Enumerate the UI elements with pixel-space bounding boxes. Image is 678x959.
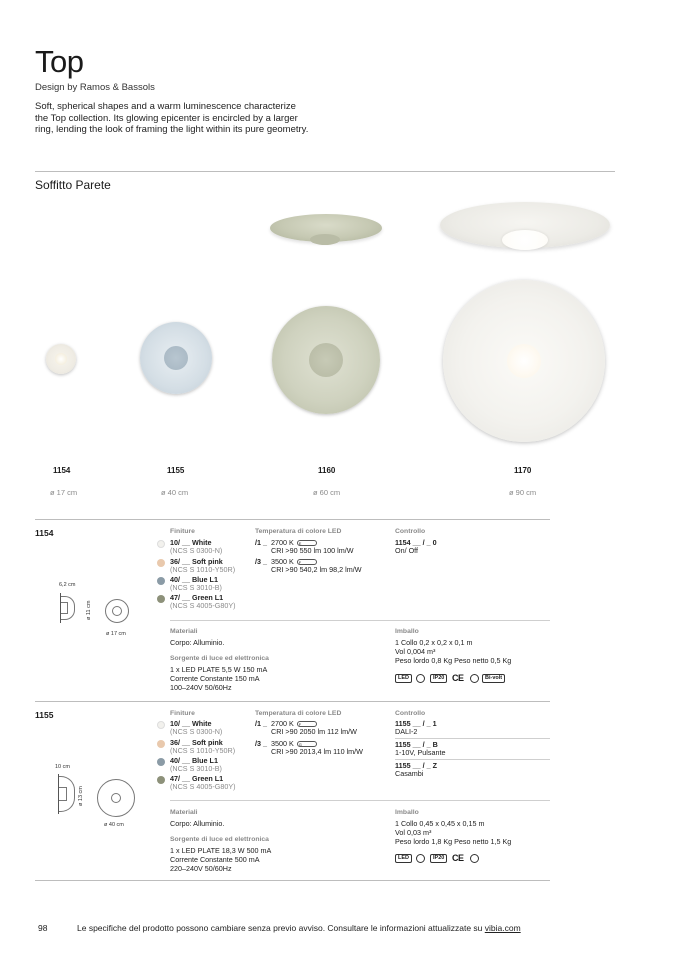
- spec-1154-code: 1154: [35, 528, 54, 538]
- control-code-2: 1155 __ / _ B: [395, 740, 438, 749]
- finish-green: 47/ __ Green L1: [170, 774, 224, 783]
- finish-green-ncs: (NCS S 4005-G80Y): [170, 782, 236, 791]
- finish-white-ncs: (NCS S 0300-N): [170, 546, 223, 555]
- spec-1155-code: 1155: [35, 710, 54, 720]
- finish-soft-pink-ncs: (NCS S 1010-Y50R): [170, 746, 236, 755]
- packaging-line-3: Peso lordo 0,8 Kg Peso netto 0,5 Kg: [395, 656, 512, 665]
- temp-k-2: 3500 K: [271, 739, 294, 748]
- page-title: Top: [35, 44, 84, 79]
- finish-white-ncs: (NCS S 0300-N): [170, 727, 223, 736]
- intro-text: Soft, spherical shapes and a warm luminescence characterize the Top collection. Its glowing epicenter is encircled by a larger ring, lending the look of framing the light within its pure geometry.: [35, 101, 309, 135]
- vibia-link[interactable]: vibia.com: [484, 923, 521, 933]
- source-line-3: 220–240V 50/60Hz: [170, 864, 232, 873]
- spec-1155-bottom-divider: [35, 880, 550, 881]
- swatch-white: [157, 540, 165, 548]
- temperature-heading: Temperatura di colore LED: [255, 710, 342, 717]
- ce-mark: CE: [452, 853, 464, 863]
- dim-diameter-1154: ø 17 cm: [106, 631, 126, 637]
- side-profile-drawing: [60, 593, 82, 623]
- spec-1155-divider: [35, 701, 550, 702]
- packaging-heading: Imballo: [395, 628, 419, 635]
- energy-class-badge: F: [297, 559, 317, 565]
- led-badge: LED: [395, 854, 412, 863]
- finish-soft-pink: 36/ __ Soft pink: [170, 738, 223, 747]
- product-code-1160: 1160: [318, 466, 336, 475]
- product-code-1170: 1170: [514, 466, 532, 475]
- energy-class-badge: E: [297, 540, 317, 546]
- product-1170-side-view: [440, 200, 610, 254]
- front-profile-drawing: [105, 599, 129, 623]
- dimmable-icon: [416, 854, 425, 863]
- product-1155-image: [140, 322, 212, 394]
- materials-text: Corpo: Alluminio.: [170, 819, 225, 828]
- led-badge: LED: [395, 674, 412, 683]
- control-code-1: 1155 __ / _ 1: [395, 719, 437, 728]
- product-1170-image: [443, 280, 605, 442]
- control-code-3: 1155 __ / _ Z: [395, 761, 437, 770]
- ukca-icon: [470, 674, 479, 683]
- dim-diameter-1155: ø 40 cm: [104, 822, 124, 828]
- spec-1154-inner-divider: [170, 620, 550, 621]
- ip20-badge: IP20: [430, 674, 447, 683]
- dimmable-icon: [416, 674, 425, 683]
- control-divider: [395, 759, 550, 760]
- page-number: 98: [38, 923, 48, 933]
- swatch-soft-pink: [157, 559, 165, 567]
- swatch-soft-pink: [157, 740, 165, 748]
- source-line-2: Corrente Constante 500 mA: [170, 855, 260, 864]
- ce-mark: CE: [452, 673, 464, 683]
- temp-code-2: /3 _: [255, 557, 267, 566]
- packaging-line-1: 1 Collo 0,2 x 0,2 x 0,1 m: [395, 638, 473, 647]
- control-desc-3: Casambi: [395, 769, 424, 778]
- footer-text: Le specifiche del prodotto possono cambiare senza previo avviso. Consultare le informazioni attualizzate su: [77, 923, 485, 933]
- finish-white: 10/ __ White: [170, 538, 212, 547]
- energy-class-badge: G: [297, 741, 317, 747]
- materials-heading: Materiali: [170, 809, 198, 816]
- dim-depth-1155: 10 cm: [55, 764, 70, 770]
- finishes-heading: Finiture: [170, 528, 195, 535]
- ukca-icon: [470, 854, 479, 863]
- temp-code-2: /3 _: [255, 739, 267, 748]
- product-1160-side-view: [270, 212, 382, 246]
- temp-cri-2: CRI >90 540,2 lm 98,2 lm/W: [271, 565, 362, 574]
- control-desc: On/ Off: [395, 546, 419, 555]
- finish-blue: 40/ __ Blue L1: [170, 575, 218, 584]
- finishes-heading: Finiture: [170, 710, 195, 717]
- finish-soft-pink: 36/ __ Soft pink: [170, 557, 223, 566]
- temp-code-1: /1 _: [255, 719, 267, 728]
- product-size-1154: ø 17 cm: [50, 488, 78, 497]
- spec-1154-divider: [35, 519, 550, 520]
- finish-green-ncs: (NCS S 4005-G80Y): [170, 601, 236, 610]
- packaging-line-2: Vol 0,004 m³: [395, 647, 436, 656]
- temp-k-2: 3500 K: [271, 557, 294, 566]
- finish-blue-ncs: (NCS S 3010-B): [170, 764, 222, 773]
- source-line-1: 1 x LED PLATE 5,5 W 150 mA: [170, 665, 268, 674]
- finish-green: 47/ __ Green L1: [170, 593, 224, 602]
- bivolt-badge: Bi-volt: [482, 674, 505, 683]
- product-1160-image: [272, 306, 380, 414]
- finish-white: 10/ __ White: [170, 719, 212, 728]
- header-divider: [35, 171, 615, 172]
- temperature-heading: Temperatura di colore LED: [255, 528, 342, 535]
- swatch-white: [157, 721, 165, 729]
- spec-1155-inner-divider: [170, 800, 550, 801]
- source-heading: Sorgente di luce ed elettronica: [170, 655, 269, 662]
- materials-heading: Materiali: [170, 628, 198, 635]
- swatch-green: [157, 776, 165, 784]
- temp-cri-1: CRI >90 550 lm 100 lm/W: [271, 546, 354, 555]
- front-profile-drawing: [97, 779, 135, 817]
- dim-height-1155: ø 13 cm: [78, 786, 84, 806]
- section-title: Soffitto Parete: [35, 178, 111, 192]
- dim-depth-1154: 6,2 cm: [59, 582, 76, 588]
- control-divider: [395, 738, 550, 739]
- control-desc-2: 1-10V, Pulsante: [395, 748, 446, 757]
- control-heading: Controllo: [395, 528, 426, 535]
- dim-height-1154: ø 11 cm: [86, 600, 92, 620]
- product-size-1170: ø 90 cm: [509, 488, 537, 497]
- control-code: 1154 __ / _ 0: [395, 538, 437, 547]
- swatch-green: [157, 595, 165, 603]
- packaging-heading: Imballo: [395, 809, 419, 816]
- packaging-line-3: Peso lordo 1,8 Kg Peso netto 1,5 Kg: [395, 837, 512, 846]
- source-heading: Sorgente di luce ed elettronica: [170, 836, 269, 843]
- designer-credit: Design by Ramos & Bassols: [35, 82, 155, 93]
- source-line-1: 1 x LED PLATE 18,3 W 500 mA: [170, 846, 272, 855]
- product-1154-image: [46, 344, 76, 374]
- packaging-line-2: Vol 0,03 m³: [395, 828, 432, 837]
- finish-blue-ncs: (NCS S 3010-B): [170, 583, 222, 592]
- product-size-1155: ø 40 cm: [161, 488, 189, 497]
- source-line-3: 100–240V 50/60Hz: [170, 683, 232, 692]
- energy-class-badge: F: [297, 721, 317, 727]
- finish-blue: 40/ __ Blue L1: [170, 756, 218, 765]
- footer-disclaimer: [77, 923, 521, 933]
- swatch-blue: [157, 577, 165, 585]
- temp-code-1: /1 _: [255, 538, 267, 547]
- swatch-blue: [157, 758, 165, 766]
- packaging-line-1: 1 Collo 0,45 x 0,45 x 0,15 m: [395, 819, 485, 828]
- temp-k-1: 2700 K: [271, 719, 294, 728]
- product-code-1154: 1154: [53, 466, 71, 475]
- control-heading: Controllo: [395, 710, 426, 717]
- source-line-2: Corrente Constante 150 mA: [170, 674, 260, 683]
- temp-cri-1: CRI >90 2050 lm 112 lm/W: [271, 727, 357, 736]
- control-desc-1: DALI-2: [395, 727, 418, 736]
- materials-text: Corpo: Alluminio.: [170, 638, 225, 647]
- temp-cri-2: CRI >90 2013,4 lm 110 lm/W: [271, 747, 363, 756]
- finish-soft-pink-ncs: (NCS S 1010-Y50R): [170, 565, 236, 574]
- product-code-1155: 1155: [167, 466, 185, 475]
- ip20-badge: IP20: [430, 854, 447, 863]
- product-size-1160: ø 60 cm: [313, 488, 341, 497]
- temp-k-1: 2700 K: [271, 538, 294, 547]
